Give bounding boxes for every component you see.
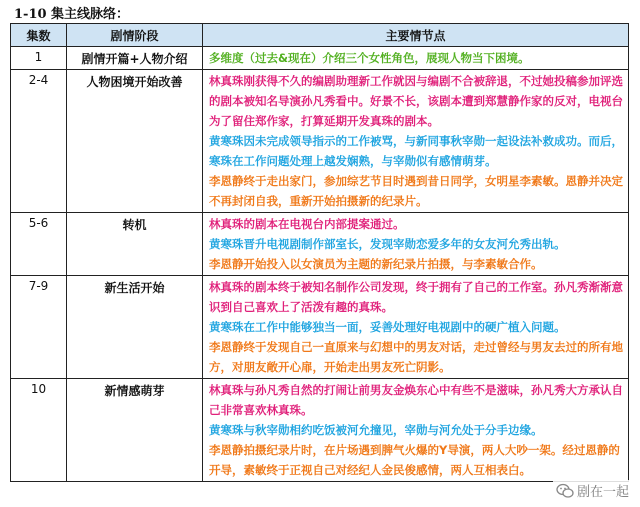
plot-line: 李恩静终于走出家门，参加综艺节目时遇到昔日同学，女明星李素敏。恩静并决定不再封闭自我，重新开始拍摄新的纪录片。	[209, 174, 623, 208]
stage-cell: 剧情开篇+人物介绍	[67, 47, 203, 70]
stage-cell: 新情感萌芽	[67, 379, 203, 482]
table-row	[11, 213, 629, 276]
table-row	[11, 276, 629, 379]
table-row	[11, 379, 629, 482]
episode-cell: 10	[11, 379, 67, 482]
episode-cell: 2-4	[11, 70, 67, 213]
column-header-stage: 剧情阶段	[67, 24, 203, 47]
column-header-episodes: 集数	[11, 24, 67, 47]
watermark	[553, 480, 632, 501]
stage-cell: 人物困境开始改善	[67, 70, 203, 213]
page-title: 1-10 集主线脉络：	[14, 7, 130, 22]
plot-cell	[203, 47, 629, 70]
table-header-row	[11, 24, 629, 47]
plot-line: 李恩静开始投入以女演员为主题的新纪录片拍摄，与李素敏合作。	[209, 257, 543, 271]
plot-line: 李恩静拍摄纪录片时，在片场遇到脾气火爆的Y导演，两人大吵一架。经过恩静的开导，素敏终于正视自己对经纪人金民俊感情，两人互相表白。	[209, 443, 620, 477]
plot-cell	[203, 276, 629, 379]
plot-cell	[203, 379, 629, 482]
stage-cell: 新生活开始	[67, 276, 203, 379]
plot-table	[10, 23, 629, 482]
plot-line: 黄寒珠因未完成领导指示的工作被骂，与新同事秋宰勋一起设法补救成功。而后，寒珠在工作问题处理上越发娴熟，与宰勋似有感情萌芽。	[209, 134, 623, 168]
plot-line: 黄寒珠晋升电视剧制作部室长，发现宰勋恋爱多年的女友河允秀出轨。	[209, 237, 566, 251]
plot-line: 林真珠与孙凡秀自然的打闹让前男友金焕东心中有些不是滋味，孙凡秀大方承认自己非常喜欢林真珠。	[209, 383, 623, 417]
episode-cell: 1	[11, 47, 67, 70]
plot-line: 林真珠的剧本在电视台内部提案通过。	[209, 217, 405, 231]
plot-line: 黄寒珠与秋宰勋相约吃饭被河允撞见，宰勋与河允处于分手边缘。	[209, 423, 543, 437]
plot-line: 林真珠刚获得不久的编剧助理新工作就因与编剧不合被辞退，不过她投稿参加评选的剧本被知名导演孙凡秀看中。好景不长，该剧本遭到郑慧静作家的反对，电视台为了留住郑作家，打算延期开发真珠的剧本。	[209, 74, 623, 128]
plot-line: 黄寒珠在工作中能够独当一面，妥善处理好电视剧中的硬广植入问题。	[209, 320, 566, 334]
episode-cell: 5-6	[11, 213, 67, 276]
plot-cell	[203, 70, 629, 213]
watermark-text: 剧在一起	[576, 485, 629, 500]
episode-cell: 7-9	[11, 276, 67, 379]
plot-line: 林真珠的剧本终于被知名制作公司发现，终于拥有了自己的工作室。孙凡秀渐渐意识到自己喜欢上了活泼有趣的真珠。	[209, 280, 623, 314]
plot-cell	[203, 213, 629, 276]
column-header-plot: 主要情节点	[203, 24, 629, 47]
stage-cell: 转机	[67, 213, 203, 276]
wechat-logo-icon	[556, 483, 574, 499]
table-row	[11, 70, 629, 213]
table-row	[11, 47, 629, 70]
plot-line: 多维度（过去&现在）介绍三个女性角色，展现人物当下困境。	[209, 51, 530, 65]
plot-line: 李恩静终于发现自己一直原来与幻想中的男友对话，走过曾经与男友去过的所有地方，对朋友敞开心扉，开始走出男友死亡阴影。	[209, 340, 623, 374]
